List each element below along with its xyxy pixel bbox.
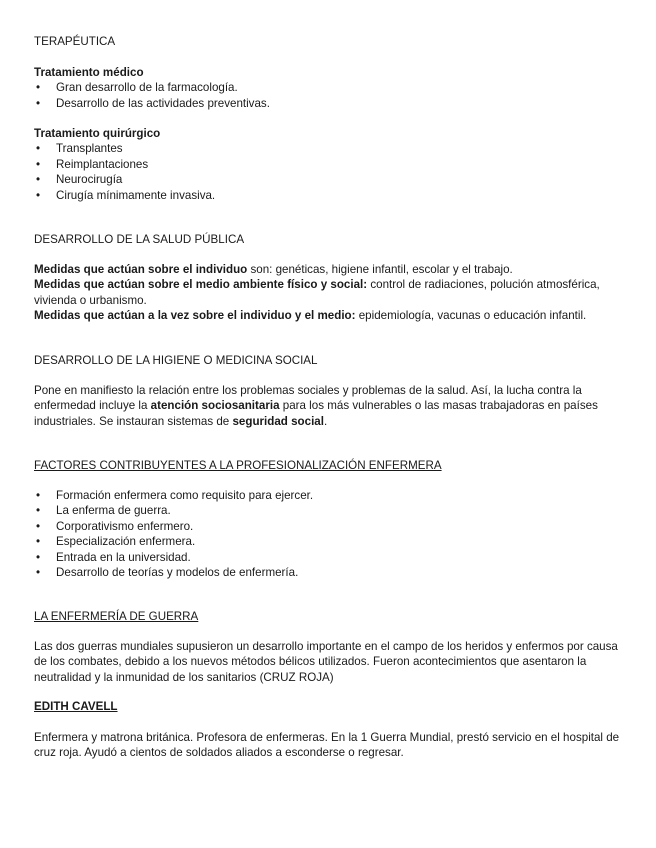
higiene-heading: DESARROLLO DE LA HIGIENE O MEDICINA SOCIAL xyxy=(34,354,318,367)
list-item: • Corporativismo enfermero. xyxy=(34,519,624,534)
medidas-ambos-label: Medidas que actúan a la vez sobre el individuo y el medio: xyxy=(34,309,356,323)
salud-publica-section xyxy=(34,262,624,324)
higiene-bold-1: atención sociosanitaria xyxy=(150,399,280,413)
medidas-ambos xyxy=(34,308,624,323)
medidas-individuo-text: son: genéticas, higiene infantil, escolar y el trabajo. xyxy=(247,263,513,276)
higiene-text-1: Pone en manifiesto la relación entre los problemas sociales y problemas de la salud. Así, la lucha contra la enfermedad incluye la xyxy=(34,384,582,413)
list-item: • La enferma de guerra. xyxy=(34,503,624,518)
tratamiento-medico-title: Tratamiento médico xyxy=(34,66,144,79)
factores-list xyxy=(34,488,624,580)
tratamiento-quirurgico-list xyxy=(34,141,624,203)
higiene-paragraph xyxy=(34,383,624,429)
list-item: • Transplantes xyxy=(34,141,624,156)
medidas-individuo xyxy=(34,262,624,277)
list-item: • Desarrollo de las actividades preventivas. xyxy=(34,96,624,111)
guerra-paragraph: Las dos guerras mundiales supusieron un desarrollo importante en el campo de los heridos y enfermos por causa de los combates, debido a los nuevos métodos bélicos utilizados. Fueron acontecimientos que asentaron la neutralidad y la inmunidad de los sanitarios (CRUZ ROJA) xyxy=(34,640,618,684)
terapeutica-heading: TERAPÉUTICA xyxy=(34,35,116,48)
tratamiento-medico-list xyxy=(34,80,624,111)
tratamiento-quirurgico-title: Tratamiento quirúrgico xyxy=(34,127,161,140)
higiene-text-3: . xyxy=(323,414,328,428)
medidas-medio-text: control de radiaciones, polución atmosférica, vivienda o urbanismo. xyxy=(34,278,600,307)
list-item: • Formación enfermera como requisito para ejercer. xyxy=(34,488,624,503)
medidas-individuo-label: Medidas que actúan sobre el individuo xyxy=(34,263,248,276)
salud-publica-heading: DESARROLLO DE LA SALUD PÚBLICA xyxy=(34,233,245,246)
list-item: • Especialización enfermera. xyxy=(34,534,624,549)
list-item: • Desarrollo de teorías y modelos de enfermería. xyxy=(34,565,624,580)
tratamiento-medico-section xyxy=(34,65,624,111)
medidas-medio xyxy=(34,277,624,308)
factores-heading: FACTORES CONTRIBUYENTES A LA PROFESIONALIZACIÓN ENFERMERA xyxy=(34,459,442,472)
guerra-heading: LA ENFERMERÍA DE GUERRA xyxy=(34,610,199,623)
higiene-bold-2: seguridad social xyxy=(232,414,324,428)
medidas-ambos-text: epidemiología, vacunas o educación infantil. xyxy=(355,309,587,323)
tratamiento-quirurgico-section xyxy=(34,126,624,203)
list-item: • Cirugía mínimamente invasiva. xyxy=(34,188,624,203)
cavell-heading: EDITH CAVELL xyxy=(34,700,118,713)
list-item: • Reimplantaciones xyxy=(34,157,624,172)
list-item: • Gran desarrollo de la farmacología. xyxy=(34,80,624,95)
list-item: • Neurocirugía xyxy=(34,172,624,187)
list-item: • Entrada en la universidad. xyxy=(34,550,624,565)
medidas-medio-label: Medidas que actúan sobre el medio ambiente físico y social: xyxy=(34,278,368,292)
cavell-paragraph: Enfermera y matrona británica. Profesora de enfermeras. En la 1 Guerra Mundial, prestó servicio en el hospital de cruz roja. Ayudó a cientos de soldados aliados a esconderse o regresar. xyxy=(34,731,620,760)
higiene-text-2: para los más vulnerables o las masas trabajadoras en países industriales. Se instauran sistemas de xyxy=(34,399,598,428)
